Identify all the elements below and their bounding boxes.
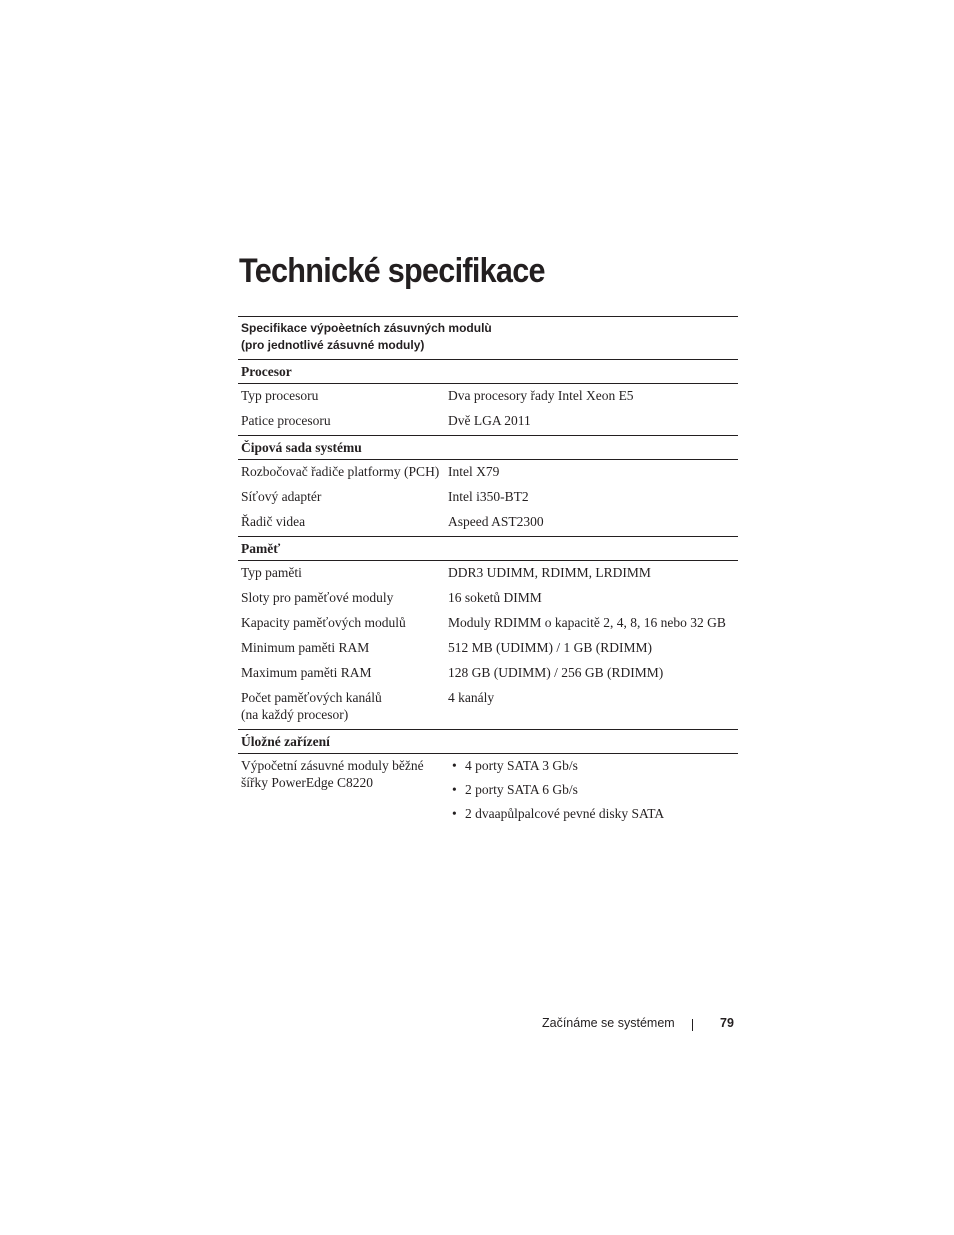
row-value: 4 kanály — [448, 690, 495, 705]
list-item: • 4 porty SATA 3 Gb/s — [448, 757, 735, 781]
page-title: Technické specifikace — [239, 252, 545, 290]
table-row — [238, 510, 738, 537]
table-row — [238, 754, 738, 834]
row-value: DDR3 UDIMM, RDIMM, LRDIMM — [448, 565, 651, 580]
table-heading — [238, 316, 738, 360]
row-label: Typ procesoru — [241, 388, 319, 403]
spec-table — [238, 316, 738, 834]
table-row — [238, 409, 738, 436]
table-row — [238, 611, 738, 636]
table-row — [238, 561, 738, 586]
row-label — [241, 757, 448, 829]
row-label-line: Počet paměťových kanálů — [241, 690, 382, 705]
table-row — [238, 485, 738, 510]
page-number: 79 — [720, 1016, 734, 1030]
row-label: Síťový adaptér — [241, 489, 322, 504]
section-processor-title: Procesor — [238, 360, 738, 384]
footer-chapter-title: Začínáme se systémem — [542, 1016, 675, 1030]
table-heading-line: Specifikace výpoèetních zásuvných modulù — [241, 321, 492, 335]
row-value: 16 soketů DIMM — [448, 590, 542, 605]
footer-divider — [692, 1019, 693, 1031]
page-footer — [0, 1015, 954, 1035]
row-label-line: Výpočetní zásuvné moduly běžné — [241, 758, 424, 773]
section-storage-title: Úložné zařízení — [238, 730, 738, 754]
table-heading-line: (pro jednotlivé zásuvné moduly) — [241, 338, 425, 352]
section-memory-title: Paměť — [238, 537, 738, 561]
row-label — [241, 689, 448, 723]
section-chipset-title: Čipová sada systému — [238, 436, 738, 460]
row-label: Sloty pro paměťové moduly — [241, 590, 394, 605]
table-row — [238, 636, 738, 661]
table-row — [238, 586, 738, 611]
row-value: 512 MB (UDIMM) / 1 GB (RDIMM) — [448, 640, 653, 655]
table-row — [238, 460, 738, 485]
row-label: Maximum paměti RAM — [241, 665, 372, 680]
row-label: Typ paměti — [241, 565, 302, 580]
row-label: Minimum paměti RAM — [241, 640, 370, 655]
row-label: Rozbočovač řadiče platformy (PCH) — [241, 464, 440, 479]
row-value: Dva procesory řady Intel Xeon E5 — [448, 388, 634, 403]
row-value: Moduly RDIMM o kapacitě 2, 4, 8, 16 nebo 32 GB — [448, 615, 726, 630]
row-value: Aspeed AST2300 — [448, 514, 544, 529]
row-value: Intel X79 — [448, 464, 500, 479]
table-row — [238, 686, 738, 730]
list-item: • 2 dvaapůlpalcové pevné disky SATA — [448, 805, 735, 829]
row-label: Kapacity paměťových modulů — [241, 615, 406, 630]
table-row — [238, 384, 738, 409]
row-value — [448, 757, 735, 829]
row-value: 128 GB (UDIMM) / 256 GB (RDIMM) — [448, 665, 664, 680]
row-value: Dvě LGA 2011 — [448, 413, 531, 428]
row-label-line: (na každý procesor) — [241, 707, 349, 722]
table-row — [238, 661, 738, 686]
bullet-list — [448, 757, 735, 829]
row-label: Řadič videa — [241, 514, 306, 529]
list-item: • 2 porty SATA 6 Gb/s — [448, 781, 735, 805]
row-label-line: šířky PowerEdge C8220 — [241, 775, 373, 790]
row-label: Patice procesoru — [241, 413, 331, 428]
row-value: Intel i350-BT2 — [448, 489, 529, 504]
